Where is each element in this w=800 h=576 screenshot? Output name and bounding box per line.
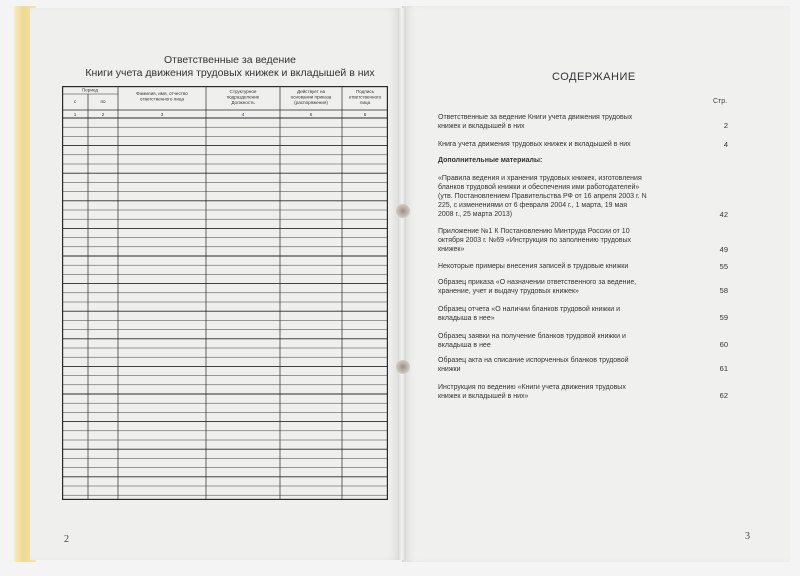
toc-entry-text-line: Дополнительные материалы: bbox=[438, 157, 543, 164]
column-number-4: 4 bbox=[241, 112, 245, 117]
column-number-6: 6 bbox=[363, 112, 367, 117]
toc-entry bbox=[438, 140, 698, 149]
toc-entry bbox=[438, 278, 698, 296]
toc-entry-text-line: Книга учета движения трудовых книжек и вкладышей в них bbox=[438, 141, 631, 148]
toc-page-number: 4 bbox=[723, 140, 728, 149]
header-to: по bbox=[100, 99, 106, 104]
toc-page-number: 55 bbox=[719, 262, 728, 271]
toc-entry bbox=[438, 174, 698, 219]
header-signature-line-1: Подпись bbox=[355, 89, 375, 94]
toc-page-number: 60 bbox=[719, 340, 728, 349]
header-signature-line-2: ответственного bbox=[348, 94, 382, 100]
toc-page-number: 59 bbox=[719, 313, 728, 322]
header-signature-line-3: лица bbox=[359, 100, 371, 106]
toc-page-number: 61 bbox=[719, 364, 728, 373]
column-number-3: 3 bbox=[160, 112, 164, 117]
toc-entry bbox=[438, 227, 698, 254]
binding-hole-top bbox=[396, 204, 410, 218]
toc-entry-text-line: Образец отчета «О наличии бланков трудовой книжки и bbox=[438, 306, 621, 313]
toc-entry-text-line: хранение, учет и выдачу трудовых книжек» bbox=[438, 288, 579, 295]
header-name-line-2: ответственного лица bbox=[139, 96, 185, 102]
column-number-5: 5 bbox=[309, 112, 313, 117]
toc-entry bbox=[438, 262, 698, 271]
register-title-line2: Книги учета движения трудовых книжек и вкладышей в них bbox=[85, 67, 375, 79]
responsible-persons-table bbox=[62, 86, 388, 500]
header-basis-line-2: основании приказа bbox=[290, 94, 332, 100]
header-basis-line-1: Действует на bbox=[296, 89, 326, 94]
toc-entry bbox=[438, 305, 698, 323]
toc-entry-text-line: Приложение №1 К Постановлению Минтруда России от 10 bbox=[438, 228, 630, 235]
toc-page-number: 42 bbox=[719, 210, 728, 219]
toc-entry-text-line: октября 2003 г. №69 «Инструкция по заполнению трудовых bbox=[438, 237, 632, 244]
toc-entry-text-line: книжек и вкладышей в них bbox=[438, 123, 525, 130]
toc-entry-text-line: Некоторые примеры внесения записей в трудовые книжки bbox=[438, 263, 629, 270]
toc-page-number: 58 bbox=[719, 286, 728, 295]
register-title-line1: Ответственные за ведение bbox=[164, 54, 296, 66]
toc-entry bbox=[438, 113, 698, 131]
toc-title: СОДЕРЖАНИЕ bbox=[552, 71, 636, 83]
header-unit-line-3: Должность bbox=[231, 100, 255, 106]
toc-entry bbox=[438, 156, 698, 165]
toc-entry-text-line: книжек и вкладышей в них» bbox=[438, 393, 529, 400]
toc-page-number: 62 bbox=[719, 391, 728, 400]
register-title bbox=[60, 54, 400, 80]
toc-entry-text-line: (утв. Постановлением Правительства РФ от 16 апреля 2003 г. N bbox=[438, 193, 647, 200]
left-page-number: 2 bbox=[64, 534, 69, 545]
toc-entry-text-line: Образец акта на списание испорченных бланков трудовой bbox=[438, 357, 629, 364]
binding-hole-bottom bbox=[396, 360, 410, 374]
toc-entry-text-line: Образец приказа «О назначении ответственного за ведение, bbox=[438, 279, 637, 286]
toc-page-column-label: Стр. bbox=[713, 98, 728, 105]
toc-entry-text-line: книжки bbox=[438, 366, 461, 373]
toc-entry-text-line: Ответственные за ведение Книги учета движения трудовых bbox=[438, 114, 633, 121]
toc-entry-text-line: Образец заявки на получение бланков трудовой книжки и bbox=[438, 333, 626, 340]
toc-entry-text-line: бланков трудовой книжки и обеспечения ими работодателей» bbox=[438, 184, 640, 191]
toc-entry-text-line: «Правила ведения и хранения трудовых книжек, изготовления bbox=[438, 175, 642, 182]
toc-entry-text-line: вкладыша в нее bbox=[438, 342, 491, 349]
book-gutter bbox=[398, 8, 406, 560]
toc-entry-text-line: 225, с изменениями от 6 февраля 2004 г., 1 марта, 19 мая bbox=[438, 202, 628, 209]
toc-entry-text-line: книжек» bbox=[438, 246, 465, 253]
header-name-line-1: Фамилия, имя, отчество bbox=[136, 91, 188, 96]
toc-entry bbox=[438, 332, 698, 350]
toc-entry bbox=[438, 356, 698, 374]
toc-entry-text-line: 2008 г., 25 марта 2013) bbox=[438, 211, 513, 218]
header-basis-line-3: (распоряжения) bbox=[294, 100, 328, 106]
header-unit-line-2: подразделение bbox=[226, 94, 260, 100]
toc-entry-text-line: вкладыша в нее» bbox=[438, 315, 495, 322]
column-number-2: 2 bbox=[101, 112, 105, 117]
column-number-1: 1 bbox=[73, 112, 77, 117]
toc-entry bbox=[438, 383, 698, 401]
toc-page-number: 49 bbox=[719, 245, 728, 254]
header-unit-line-1: Структурное bbox=[229, 89, 257, 94]
header-period: Период bbox=[81, 87, 99, 93]
right-page-number: 3 bbox=[745, 531, 750, 542]
toc-entry-text-line: Инструкция по ведению «Книги учета движения трудовых bbox=[438, 384, 626, 391]
header-from: с bbox=[73, 99, 77, 104]
toc-page-number: 2 bbox=[723, 121, 728, 130]
